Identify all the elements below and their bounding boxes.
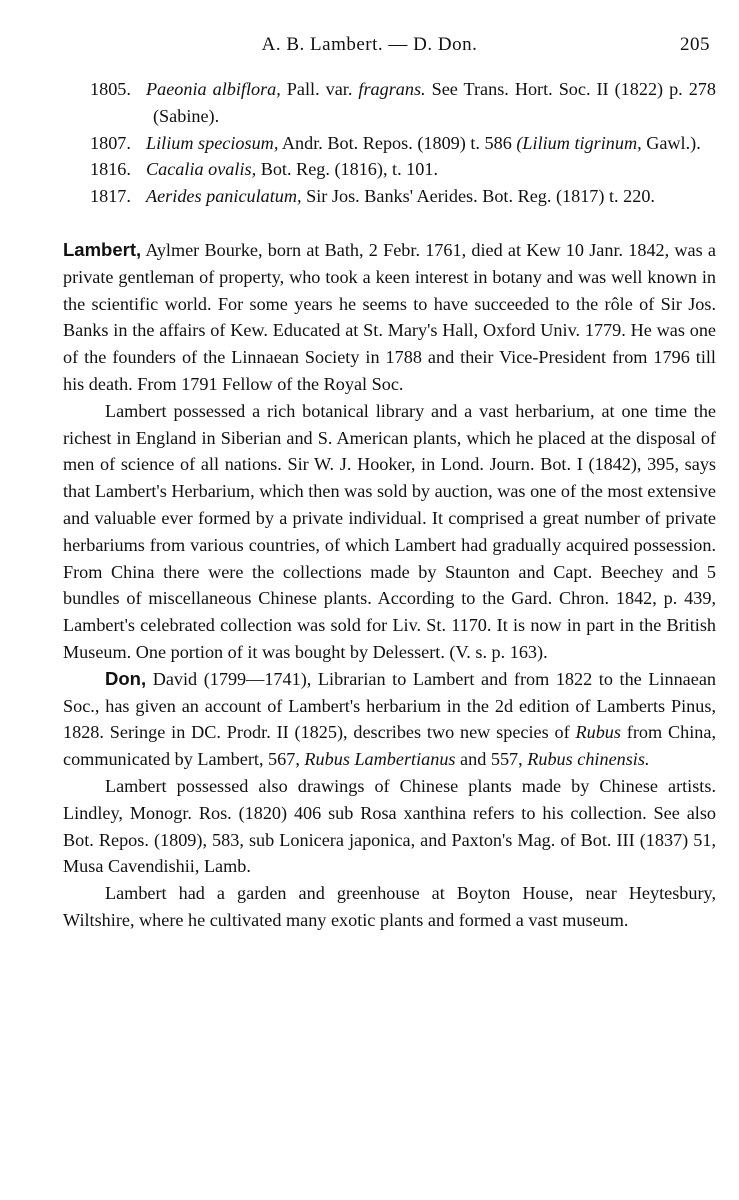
entry-1807 xyxy=(63,130,716,157)
species-name: Rubus chinensis. xyxy=(527,749,650,770)
don-paragraph-3: Lambert had a garden and greenhouse at Boyton House, near Heytesbury, Wiltshire, where he cultivated many exotic plants and formed a vast museum. xyxy=(63,883,716,930)
species-name: Rubus Lambertianus xyxy=(304,749,456,770)
biography-name-lambert: Lambert, xyxy=(63,238,142,260)
illustration-entries xyxy=(63,76,716,210)
entry-year: 1807. xyxy=(90,132,131,153)
don-paragraph-2: Lambert possessed also drawings of Chinese plants made by Chinese artists. Lindley, Monogr. Ros. (1820) 406 sub Rosa xanthina refers to his collection. See also Bot. Repos. (1809), 583, sub Lonicera japonica, and Paxton's Mag. of Bot. III (1837) 51, Musa Cavendishii, Lamb. xyxy=(63,775,716,877)
entry-1817 xyxy=(63,183,716,210)
lambert-paragraph-1 xyxy=(63,237,716,398)
entry-year: 1816. xyxy=(90,159,131,180)
variety-name: fragrans. xyxy=(358,79,426,99)
running-title: A. B. Lambert. — D. Don. xyxy=(261,34,478,55)
page-header xyxy=(0,34,739,56)
paragraph-text: David (1799—1741), Librarian to Lambert and from 1822 to the Linnaean Soc., has given an account of Lambert's herbarium in the 2d edition of Lamberts Pinus, 1828. Seringe in DC. Prodr. II (1825), describes two new species of xyxy=(63,668,716,743)
lambert-paragraph-2: Lambert possessed a rich botanical library and a vast herbarium, at one time the richest in England in Siberian and S. American plants, which he placed at the disposal of men of science of all nations. Sir W. J. Hooker, in Lond. Journ. Bot. I (1842), 395, says that Lambert's Herbarium, which then was sold by auction, was one of the most extensive and valuable ever formed by a private individual. It comprised a great number of private herbariums from various countries, of which Lambert had gradually acquired possession. From China there were the collections made by Staunton and Capt. Beechey and 5 bundles of miscellaneous Chinese plants. According to the Gard. Chron. 1842, p. 439, Lambert's celebrated collection was sold for Liv. St. 1170. It is now in part in the British Museum. One portion of it was bought by Delessert. (V. s. p. 163). xyxy=(63,400,716,662)
entry-1805 xyxy=(63,76,716,130)
entry-year: 1817. xyxy=(90,186,131,207)
genus-name: Rubus xyxy=(575,722,621,743)
entry-text: Gawl.). xyxy=(641,132,701,153)
biography-name-don: Don, xyxy=(105,667,147,689)
entry-1816 xyxy=(63,156,716,183)
entry-text: Pall. var. xyxy=(280,79,359,99)
paragraph-text: and 557, xyxy=(455,749,528,770)
page-body xyxy=(63,76,716,934)
entry-text: Bot. Reg. (1816), t. 101. xyxy=(256,159,439,180)
entry-text: Andr. Bot. Repos. (1809) t. 586 xyxy=(278,132,517,153)
paragraph-text: Aylmer Bourke, born at Bath, 2 Febr. 1761, died at Kew 10 Janr. 1842, was a private gentleman of property, who took a keen interest in botany and was well known in the scientific world. For some years he seems to have succeeded to the rôle of Sir Jos. Banks in the affairs of Kew. Educated at St. Mary's Hall, Oxford Univ. 1779. He was one of the founders of the Linnaean Society in 1788 and their Vice-President from 1796 till his death. From 1791 Fellow of the Royal Soc. xyxy=(63,239,716,394)
species-name: Lilium speciosum, xyxy=(146,132,279,153)
species-name: Cacalia ovalis, xyxy=(146,159,257,180)
species-name: Aerides paniculatum, xyxy=(146,186,302,207)
entry-text: See Trans. Hort. Soc. II (1822) p. 278 (Sabine). xyxy=(153,79,716,126)
entry-year: 1805. xyxy=(90,79,131,99)
don-paragraph-1 xyxy=(63,666,716,773)
paragraph-text: from China, communicated by Lambert, 567, xyxy=(63,722,716,770)
entry-text: Sir Jos. Banks' Aerides. Bot. Reg. (1817) t. 220. xyxy=(301,186,655,207)
page-number: 205 xyxy=(680,34,710,55)
species-name: Paeonia albiflora, xyxy=(146,79,281,99)
synonym-name: (Lilium tigrinum, xyxy=(516,132,642,153)
